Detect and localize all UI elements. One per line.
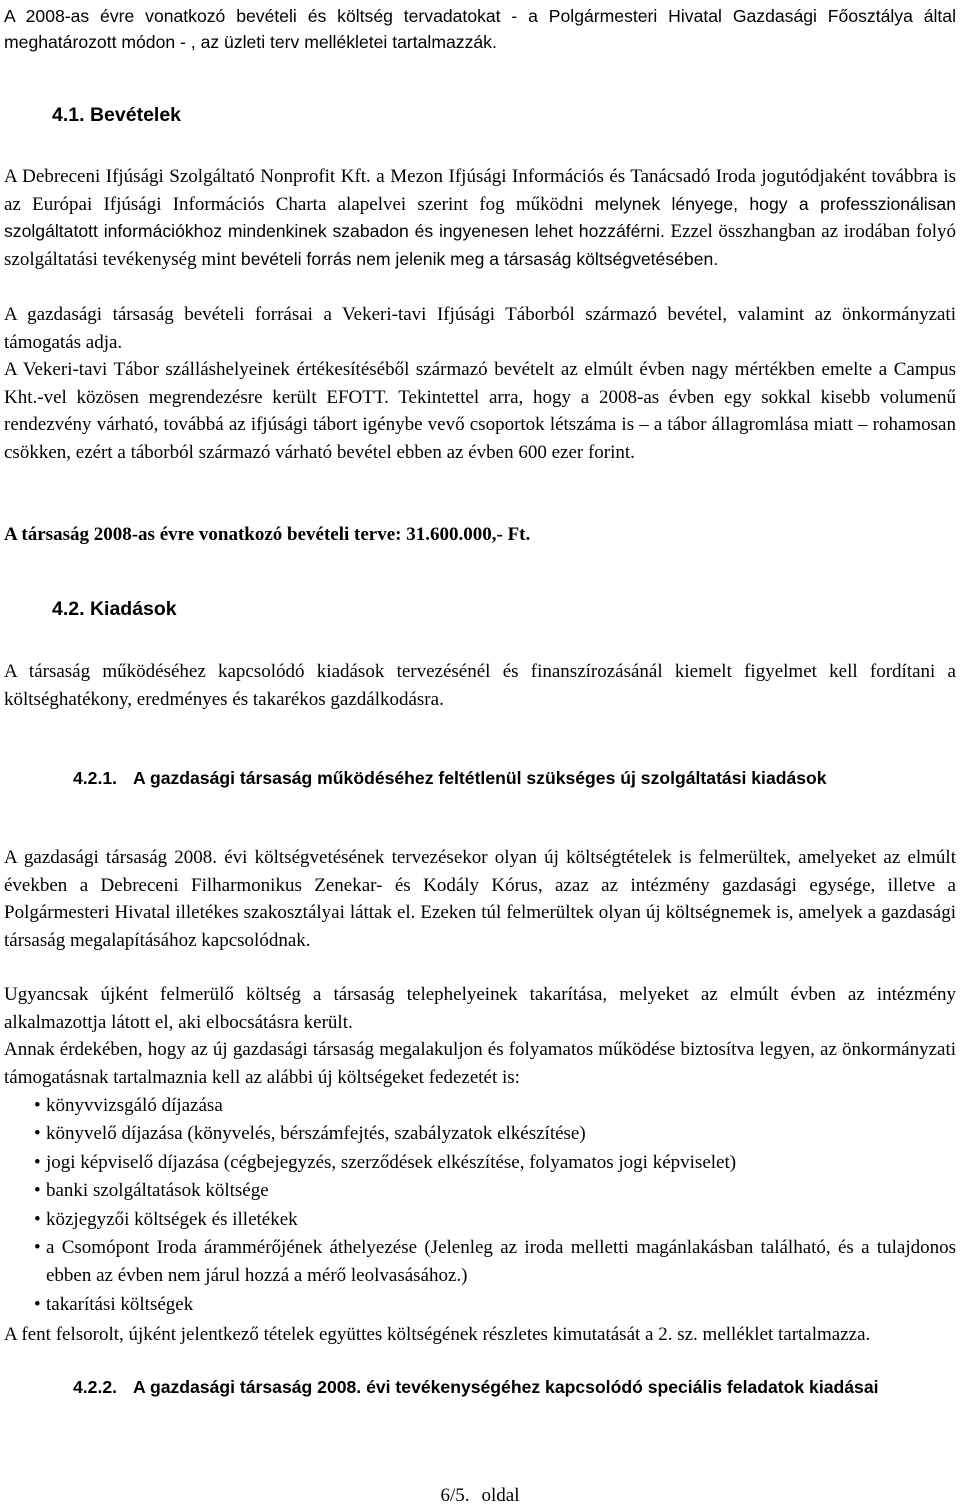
section-4-2-1-para3-text: Annak érdekében, hogy az új gazdasági társaság megalakuljon és folyamatos működése biztosítva legyen, az önkormányzati támogatásnak tartalmaznia kell az alábbi új költségeket fedezetét is: [4,1039,956,1088]
section-4-2-2-heading [73,1375,913,1400]
section-4-2-number: 4.2. [52,598,85,620]
section-4-1-heading [52,102,181,128]
section-4-2-1-paragraph-2 [4,981,956,1036]
section-4-2-title: Kiadások [89,598,177,620]
revenue-plan-text: A társaság 2008-as évre vonatkozó bevételi terve: 31.600.000,- Ft. [4,524,531,545]
list-item-text: banki szolgáltatások költsége [46,1180,269,1202]
list-item-text: takarítási költségek [46,1293,194,1315]
intro-paragraph [4,3,956,55]
page-number: 6/5. [440,1485,470,1506]
section-4-2-2-title: A gazdasági társaság 2008. évi tevékenységéhez kapcsolódó speciális feladatok kiadásai [133,1377,879,1397]
section-4-2-1-paragraph-4 [4,1321,956,1349]
section-4-1-paragraph-1 [4,163,956,273]
section-4-1-paragraph-2 [4,301,956,356]
para1-part-e: bevételi forrás nem jelenik meg a társaság költségvetésében. [240,248,719,269]
page-footer [0,1484,960,1508]
list-item [34,1092,956,1120]
bullet-icon: • [34,1180,41,1202]
section-4-2-1-title: A gazdasági társaság működéséhez feltétlenül szükséges új szolgáltatási kiadások [133,768,827,788]
section-4-2-1-para2-text: Ugyancsak újként felmerülő költség a társaság telephelyeinek takarítása, melyeket az elmúlt évben az intézmény alkalmazottja látott el, aki elbocsátásra került. [4,984,956,1033]
para1-part-c: melynek lényege, hogy a professzionálisan szolgáltatott információkhoz mindenkinek szabadon és ingyenesen lehet hozzáférni. [4,193,957,242]
page-label: oldal [481,1485,520,1506]
section-4-1-number: 4.1. [52,104,85,126]
para1-part-d: Ezzel összhangban az irodában folyó szolgáltatási tevékenység mint [4,221,957,270]
bullet-icon: • [34,1095,41,1116]
section-4-2-heading [52,596,177,622]
para1-part-b: a Mezon Ifjúsági Információs és Tanácsadó Iroda jogutódjaként továbbra is az Európai Ifjúsági Információs Charta alapelvei szerint fog működni [4,166,956,215]
cost-bullet-list [34,1092,956,1319]
section-4-2-paragraph [4,658,956,713]
list-item [34,1234,956,1291]
bullet-icon: • [34,1293,41,1315]
list-item [34,1120,956,1148]
section-4-2-text: A társaság működéséhez kapcsolódó kiadások tervezésénél és finanszírozásánál kiemelt figyelmet kell fordítani a költséghatékony, eredményes és takarékos gazdálkodásra. [4,661,956,710]
bullet-icon: • [34,1237,41,1259]
intro-text: A 2008-as évre vonatkozó bevételi és költség tervadatokat - a Polgármesteri Hivatal Gazdasági Főosztálya által meghatározott módon - , az üzleti terv mellékletei tartalmazzák. [4,6,956,52]
section-4-2-2-number: 4.2.2. [73,1377,118,1397]
para1-part-a: A Debreceni Ifjúsági Szolgáltató Nonprofit Kft. [4,166,371,187]
section-4-2-1-number: 4.2.1. [73,768,118,788]
section-4-2-1-para1-text: A gazdasági társaság 2008. évi költségvetésének tervezésekor olyan új költségtételek is felmerültek, amelyeket az elmúlt években a Debreceni Filharmonikus Zenekar- és Kodály Kórus, azaz az intézmény gazdasági egysége, illetve a Polgármesteri Hivatal illetékes szakosztályai láttak el. Ezeken túl felmerültek olyan új költségnemek is, amelyek a gazdasági társaság megalapításához kapcsolódnak. [4,847,956,951]
list-item-text: a Csomópont Iroda árammérőjének áthelyezése (Jelenleg az iroda melletti magánlakásban található, és a tulajdonos ebben az évben nem járul hozzá a mérő leolvasásához.) [46,1237,956,1287]
section-4-1-title: Bevételek [89,104,182,126]
list-item [34,1149,956,1177]
section-4-1-paragraph-3 [4,356,956,466]
list-item [34,1177,956,1205]
list-item-text: könyvvizsgáló díjazása [46,1095,223,1116]
list-item-text: könyvelő díjazása (könyvelés, bérszámfejtés, szabályzatok elkészítése) [46,1123,586,1145]
revenue-plan [4,521,530,548]
bullet-icon: • [34,1151,41,1173]
list-item-text: jogi képviselő díjazása (cégbejegyzés, szerződések elkészítése, folyamatos jogi képviselet) [46,1151,737,1173]
bullet-icon: • [34,1208,41,1230]
bullet-icon: • [34,1123,41,1145]
section-4-2-1-paragraph-3 [4,1036,956,1091]
list-item [34,1291,956,1319]
para2-text: A gazdasági társaság bevételi forrásai a Vekeri-tavi Ifjúsági Táborból származó bevétel, valamint az önkormányzati támogatás adja. [4,304,956,353]
list-item [34,1206,956,1234]
section-4-2-1-para4-text: A fent felsorolt, újként jelentkező tételek együttes költségének részletes kimutatását a 2. sz. melléklet tartalmazza. [4,1324,871,1345]
list-item-text: közjegyzői költségek és illetékek [46,1208,298,1230]
section-4-2-1-heading [73,766,913,791]
para3-text: A Vekeri-tavi Tábor szálláshelyeinek értékesítéséből származó bevételt az elmúlt évben nagy mértékben emelte a Campus Kht.-vel közösen megrendezésre került EFOTT. Tekintettel arra, hogy a 2008-as évben egy sokkal kisebb volumenű rendezvény várható, továbbá az ifjúsági tábort igénybe vevő csoportok létszáma is – a tábor állagromlása miatt – rohamosan csökken, ezért a táborból származó várható bevétel ebben az évben 600 ezer forint. [4,359,956,463]
section-4-2-1-paragraph-1 [4,844,956,954]
